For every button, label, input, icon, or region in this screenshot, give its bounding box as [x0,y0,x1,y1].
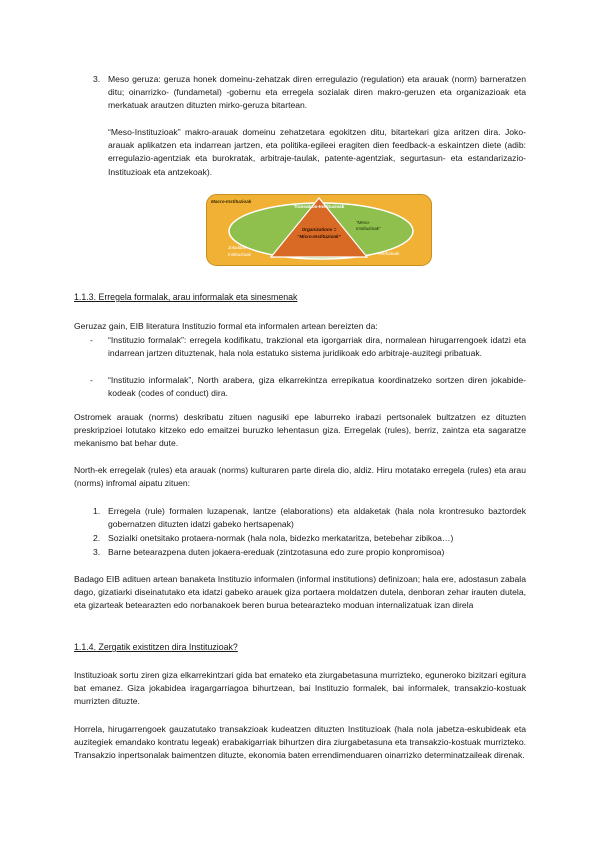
bullet-dash: - [90,335,93,345]
diagram-label-center-2: “Micro-Instituzioak” [297,234,341,239]
diagram-label-top: Transakzio-Instituzioak [293,204,345,209]
section-heading-1-1-4: 1.1.4. Zergatik existitzen dira Instituzioak? [74,642,238,652]
list-number: 3. [93,74,101,84]
institutions-diagram [206,194,432,266]
why-institutions-paragraph-2: Horrela, hirugarrengoek gauzatutako transakzioak kudeatzen dituzten Instituzioak (hala nola jabetza-eskubideak eta auzitegiek emandako kontratu legeak) erabakigarriak bihurtzen dira ziurgabetasuna eta transakzio-kostuak murrizteko. Transakzio inpertsonalak baimentzen dituzte, ekonomia baten errendimenduaren oinarrizko determinatzaileak direnak. [74,724,526,761]
list-item-formal-extensions: Erregela (rule) formalen luzapenak, lantze (elaborations) eta aldaketak (hala nola krontresuko baztordek gobernatzen dituzten idatzi gabeko hertsapenak) [108,506,526,530]
why-institutions-paragraph-1: Instituzioak sortu ziren giza elkarrekintzari gida bat emateko eta ziurgabetasuna murrizteko, eguneroko bizitzari egitura bat emanez. Giza jokabidea iragargarriagoa bihurtzean, bai Instituzio formalek, bai informalek, transakzio-kostuak murrizten dituzte. [74,670,526,707]
list-item-social-norms: Sozialki onetsitako protaera-normak (hala nola, bidezko merkataritza, betebehar zibikoa…) [108,533,454,543]
badago-paragraph: Badago EIB adituen artean banaketa Instituzio informalen (informal institutions) definizoan; hala ere, adostasun zabala dago, gizatiarki diseinatutako eta idatzi gabeko arauek giza portaera moldatzen dutela, denboran zehar irauten dutela, eta gizarteak betearazten edo norbanakoek beren burua betearazteko moduan internalizatuak izan direla [74,574,526,611]
meso-institutions-paragraph: “Meso-Instituzioak” makro-arauak domeinu zehatzetara egokitzen ditu, bitartekari giza aritzen dira. Joko-arauak aplikatzen eta indarrean jartzen, eta politika-egileei eragiten dien feedback-a eskaintzen diete (adib: erregulazio-agentziak eta burokratak, arbitraje-taulak, patente-agentziak, segurtasun- eta estandarizazio-Instituzioak eta antzekoak). [108,127,526,177]
list-number: 1. [93,506,101,516]
list-item-meso-layer: Meso geruza: geruza honek domeinu-zehatzak diren erregulazio (regulation) eta arauak (norm) barneratzen ditu; oinarrizko- (fundametal) -gobernu eta erregela sozialak diren makro-geruzen eta organizazioak eta merkatuak arautzen dituzten mirko-geruza bitartean. [108,74,526,111]
diagram-label-left-1: Jokaldari [228,245,247,250]
diagram-label-meso-1: “Meso- [356,220,371,225]
section-heading-1-1-3: 1.1.3. Erregela formalak, arau informalak eta sinesmenak [74,292,298,302]
diagram-label-right: Merkatuak [378,251,400,256]
list-number: 2. [93,533,101,543]
diagram-label-meso-2: Instituzioak” [356,226,381,231]
formal-informal-intro: Geruzaz gain, EIB literatura Instituzio formal eta informalen artean bereizten da: [74,321,378,331]
ostrom-paragraph: Ostromek arauak (norms) deskribatu zituen nagusiki epe laburreko irabazi pertsonalek bultzatzen ez dituzten preskripzioei lotutako kitzeko edo emaitzei buruzko lehentasun giza. Erregelak (rules), berriz, zaintza eta sagaratze mekanismo bat behar dute. [74,412,526,449]
bullet-dash: - [90,375,93,385]
list-number: 3. [93,547,101,557]
list-item-behavior-patterns: Barne betearazpena duten jokaera-ereduak (zintzotasuna edo zure propio konpromisoa) [108,547,445,557]
diagram-label-left-2: Instituzioak [228,252,251,257]
diagram-label-center-1: Organizations = [301,227,337,232]
diagram-label-outer: Macro-Instituzioak [211,199,252,204]
north-paragraph: North-ek erregelak (rules) eta arauak (norms) kulturaren parte direla dio, aldiz. Hiru motatako erregela (rules) eta arau (norms) infromal aipatu zituen: [74,465,526,489]
bullet-informal-institutions: “Instituzio informalak”, North arabera, giza elkarrekintza errepikatua koordinatzeko sortzen diren jokabide-kodeak (codes of conduct) dira. [108,375,526,399]
bullet-formal-institutions: “Instituzio formalak”: erregela kodifikatu, trakzional eta igorgarriak dira, normalean hirugarrengoek idatzi eta indarrean jartzen dituztenak, hala nola estatuko sistema juridikoak edo arbitraje-auzitegi pribatuak. [108,335,526,359]
